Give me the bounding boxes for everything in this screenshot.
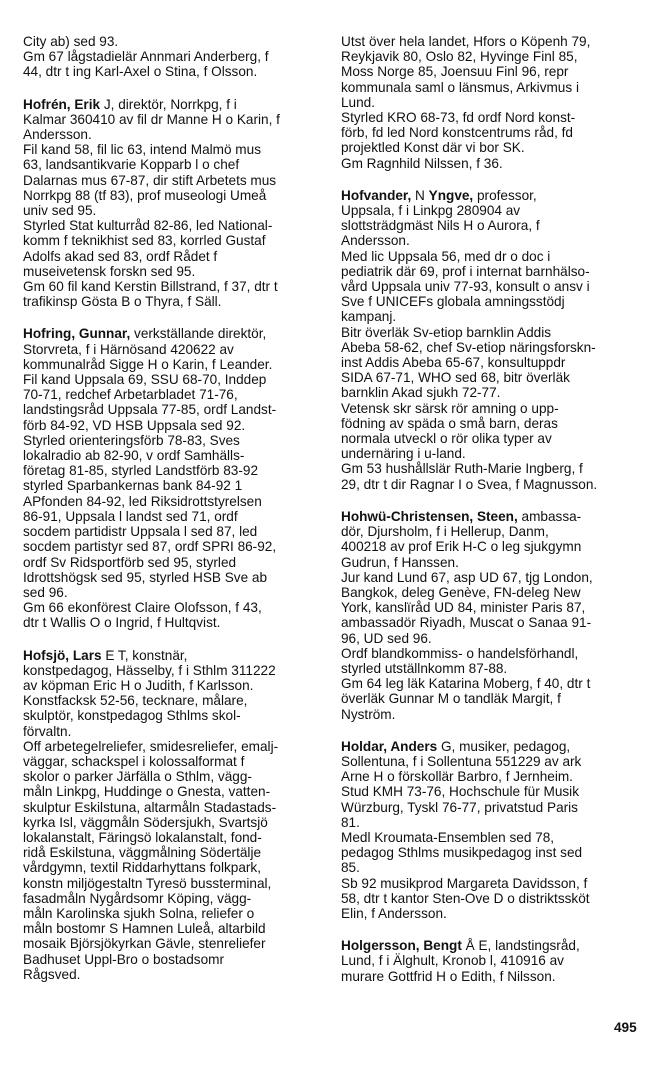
entry-line: 400218 av prof Erik H-C o leg sjukgymn <box>341 539 582 555</box>
entry-line: Fil kand Uppsala 69, SSU 68-70, Inddep <box>23 372 267 388</box>
entry-first-line <box>341 188 641 203</box>
entry-line: Adolfs akad sed 83, ordf Rådet f <box>23 248 218 264</box>
entry-line: 96, UD sed 96. <box>341 630 432 646</box>
entry-line: styrled utställnkomm 87-88. <box>341 660 508 676</box>
entry-line: Fil kand 58, fil lic 63, intend Malmö mus <box>23 142 261 158</box>
right-column <box>341 34 641 1001</box>
entry-line: Uppsala, f i Linkpg 280904 av <box>341 203 521 219</box>
entry-line: Gm 60 fil kand Kerstin Billstrand, f 37, dtr t <box>23 279 278 295</box>
entry-line: Elin, f Andersson. <box>341 905 447 921</box>
entry-line: Medl Kroumata-Ensemblen sed 78, <box>341 829 555 845</box>
entry-line: Dalarnas mus 67-87, dir stift Arbetets mus <box>23 172 277 188</box>
entry-line: Styrled Stat kulturråd 82-86, led National- <box>23 218 273 234</box>
entry-line: överläk Gunnar M o tandläk Margit, f <box>341 691 561 707</box>
entry-line: projektled Konst där vi bor SK. <box>341 140 525 156</box>
entry-first-rest: verkställande direktör, <box>130 326 267 342</box>
entry-line: Gm Ragnhild Nilssen, f 36. <box>341 155 503 171</box>
entry-hohwu-christensen <box>341 509 641 722</box>
entry-line: 29, dtr t dir Ragnar I o Svea, f Magnusson. <box>341 476 598 492</box>
entry-line: Andersson. <box>23 127 92 143</box>
entry-line: Styrled KRO 68-73, fd ordf Nord konst- <box>341 110 576 126</box>
entry-line: Idrottshögsk sed 95, styrled HSB Sve ab <box>23 569 268 585</box>
entry-line: undernäring i u-land. <box>341 446 466 462</box>
entry-line: Abeba 58-62, chef Sv-etiop näringsforskn- <box>341 339 596 355</box>
entry-line: Arne H o förskollär Barbro, f Jernheim. <box>341 769 573 785</box>
entry-line: Gm 67 lågstadielär Annmari Anderberg, f <box>23 49 269 65</box>
entry-line: socdem partistyr sed 87, ordf SPRI 86-92, <box>23 539 277 555</box>
entry-name: Hofrén, Erik <box>23 96 101 112</box>
entry-line: Lund. <box>341 94 376 110</box>
entry-line: Stud KMH 73-76, Hochschule für Musik <box>341 784 579 800</box>
entry-name: Hohwü-Christensen, Steen, <box>341 508 518 524</box>
entry-hofsjo-continued <box>341 34 641 171</box>
entry-line: mosaik Björsjökyrkan Gävle, stenreliefer <box>23 936 266 952</box>
entry-line: Rågsved. <box>23 966 81 982</box>
entry-line: konstn miljögestaltn Tyresö bussterminal, <box>23 875 272 891</box>
entry-line: kommunala saml o länsmus, Arkivmus i <box>341 79 579 95</box>
entry-line: univ sed 95. <box>23 203 97 219</box>
entry-line: Vetensk skr särsk rör amning o upp- <box>341 400 559 416</box>
entry-line: skulptör, konstpedagog Sthlms skol- <box>23 708 241 724</box>
entry-line: Konstfacksk 52-56, tecknare, målare, <box>23 693 248 709</box>
entry-line: ambassadör Riyadh, Muscat o Sanaa 91- <box>341 615 592 631</box>
entry-line: av köpman Eric H o Judith, f Karlsson. <box>23 677 254 693</box>
entry-line: lokalradio ab 82-90, v ordf Samhälls- <box>23 448 245 464</box>
entry-first-rest: J, direktör, Norrkpg, f i <box>100 96 237 112</box>
entry-holdar <box>341 739 641 921</box>
entry-line: kommunalråd Sigge H o Karin, f Leander. <box>23 356 273 372</box>
entry-line: inst Addis Abeba 65-67, konsultuppdr <box>341 355 566 371</box>
entry-hofsjo <box>23 648 323 982</box>
entry-name: Holgersson, Bengt <box>341 938 462 954</box>
page-number: 495 <box>614 1020 637 1035</box>
entry-line: ordf Sv Ridsportförb sed 95, styrled <box>23 554 237 570</box>
entry-line: 63, landsantikvarie Kopparb l o chef <box>23 157 240 173</box>
entry-line: 81. <box>341 814 360 830</box>
entry-first-rest: N <box>411 187 429 203</box>
entry-line: 44, dtr t ing Karl-Axel o Stina, f Olsson. <box>23 64 258 80</box>
entry-line: Sve f UNICEFs globala amningsstödj <box>341 294 565 310</box>
entry-hofvander <box>341 188 641 492</box>
entry-line: barnklin Akad sjukh 72-77. <box>341 385 501 401</box>
entry-hofring <box>23 326 323 630</box>
entry-line: socdem partidistr Uppsala l sed 87, led <box>23 524 258 540</box>
entry-line: Gm 53 hushållslär Ruth-Marie Ingberg, f <box>341 461 583 477</box>
entry-anderberg-continued <box>23 34 323 80</box>
entry-line: dör, Djursholm, f i Hellerup, Danm, <box>341 524 549 540</box>
entry-holgersson <box>341 938 641 984</box>
entry-line: styrled Sparbankernas bank 84-92 1 <box>23 478 243 494</box>
entry-first-line <box>341 938 641 953</box>
entry-line: Jur kand Lund 67, asp UD 67, tjg London, <box>341 569 593 585</box>
entry-name: Hofsjö, Lars <box>23 647 102 663</box>
left-column <box>23 34 323 999</box>
entry-line: Lund, f i Älghult, Kronob l, 410916 av <box>341 953 564 969</box>
entry-line: 70-71, redchef Arbetarbladet 71-76, <box>23 387 238 403</box>
entry-line: normala utveckl o rör olika typer av <box>341 431 552 447</box>
entry-line: Sb 92 musikprod Margareta Davidsson, f <box>341 875 588 891</box>
entry-line: Ordf blandkommiss- o handelsförhandl, <box>341 645 579 661</box>
entry-line: Styrled orienteringsförb 78-83, Sves <box>23 432 240 448</box>
entry-line: landstingsråd Uppsala 77-85, ordf Landst- <box>23 402 277 418</box>
entry-line: Moss Norge 85, Joensuu Finl 96, repr <box>341 64 569 80</box>
entry-line: City ab) sed 93. <box>23 34 119 49</box>
entry-line: 58, dtr t kantor Sten-Ove D o distriktssköt <box>341 890 590 906</box>
entry-line: murare Gottfrid H o Edith, f Nilsson. <box>341 968 556 984</box>
entry-line: APfonden 84-92, led Riksidrottstyrelsen <box>23 493 262 509</box>
entry-line: Bitr överläk Sv-etiop barnklin Addis <box>341 324 552 340</box>
entry-first-rest: G, musiker, pedagog, <box>437 738 571 754</box>
entry-line: Badhuset Uppl-Bro o bostadsomr <box>23 951 224 967</box>
entry-line: pediatrik där 69, prof i internat barnhälso- <box>341 263 590 279</box>
entry-line: SIDA 67-71, WHO sed 68, bitr överläk <box>341 370 570 386</box>
entry-first-rest: ambassa- <box>517 508 582 524</box>
entry-line: 86-91, Uppsala l landst sed 71, ordf <box>23 508 238 524</box>
entry-line: vårdgymn, textil Riddarhyttans folkpark, <box>23 860 261 876</box>
entry-line: sed 96. <box>23 584 68 600</box>
entry-line: förb 84-92, VD HSB Uppsala sed 92. <box>23 417 246 433</box>
entry-line: Storvreta, f i Härnösand 420622 av <box>23 341 234 357</box>
entry-line: Andersson. <box>341 233 410 249</box>
entry-line: Nyström. <box>341 706 396 722</box>
entry-line: födning av späda o små barn, deras <box>341 415 558 431</box>
entry-line: företag 81-85, styrled Landstförb 83-92 <box>23 463 259 479</box>
entry-line: skolor o parker Järfälla o Sthlm, vägg- <box>23 769 252 785</box>
entry-line: väggar, schackspel i kolossalformat f <box>23 753 245 769</box>
entry-line: Würzburg, Tyskl 76-77, privatstud Paris <box>341 799 578 815</box>
entry-first-line <box>23 648 323 663</box>
entry-first-rest: E T, konstnär, <box>101 647 188 663</box>
entry-line: lokalanstalt, Färingsö lokalanstalt, fond- <box>23 829 262 845</box>
entry-line: museivetensk forskn sed 95. <box>23 263 196 279</box>
entry-line: York, kanslïråd UD 84, minister Paris 87, <box>341 600 586 616</box>
entry-name: Holdar, Anders <box>341 738 438 754</box>
entry-line: Gm 66 ekonförest Claire Olofsson, f 43, <box>23 600 262 616</box>
entry-line: konstpedagog, Hässelby, f i Sthlm 311222 <box>23 662 276 678</box>
entry-line: Sollentuna, f i Sollentuna 551229 av ark <box>341 753 582 769</box>
entry-line: komm f teknikhist sed 83, korrled Gustaf <box>23 233 266 249</box>
entry-line: Utst över hela landet, Hfors o Köpenh 79, <box>341 34 591 49</box>
entry-line: 85. <box>341 860 360 876</box>
entry-line: Gm 64 leg läk Katarina Moberg, f 40, dtr t <box>341 676 591 692</box>
entry-line: trafikinsp Gösta B o Thyra, f Säll. <box>23 294 222 310</box>
entry-line: måln Linkpg, Huddinge o Gnesta, vatten- <box>23 784 271 800</box>
entry-line: Bangkok, deleg Genève, FN-deleg New <box>341 584 581 600</box>
entry-line: Gudrun, f Hanssen. <box>341 554 459 570</box>
entry-line: förb, fd led Nord konstcentrums råd, fd <box>341 125 573 141</box>
entry-first-line <box>341 509 641 524</box>
entry-line: ridå Eskilstuna, väggmålning Södertälje <box>23 845 262 861</box>
entry-line: slottsträdgmäst Nils H o Aurora, f <box>341 218 540 234</box>
entry-first-line <box>341 739 641 754</box>
entry-first-rest-2: professor, <box>473 187 537 203</box>
entry-line: förvaltn. <box>23 723 72 739</box>
entry-line: vård Uppsala univ 77-93, konsult o ansv i <box>341 279 590 295</box>
entry-line: fasadmåln Nygårdsomr Köping, vägg- <box>23 890 252 906</box>
entry-line: Med lic Uppsala 56, med dr o doc i <box>341 248 551 264</box>
entry-first-rest: Å E, landstingsråd, <box>461 938 580 954</box>
entry-line: skulptur Eskilstuna, altarmåln Stadastads- <box>23 799 277 815</box>
entry-hofren <box>23 97 323 310</box>
entry-line: pedagog Sthlms musikpedagog inst sed <box>341 845 583 861</box>
entry-name: Hofvander, <box>341 187 412 203</box>
entry-line: Reykjavik 80, Oslo 82, Hyvinge Finl 85, <box>341 49 578 65</box>
entry-first-line <box>23 326 323 341</box>
entry-first-line <box>23 97 323 112</box>
entry-line: dtr t Wallis O o Ingrid, f Hultqvist. <box>23 615 221 631</box>
entry-line: måln bostomr S Hamnen Luleå, altarbild <box>23 921 266 937</box>
entry-line: kyrka Isl, väggmåln Södersjukh, Svartsjö <box>23 814 268 830</box>
entry-line: Off arbetegelreliefer, smidesreliefer, emalj- <box>23 738 279 754</box>
entry-name-given: Yngve, <box>428 187 474 203</box>
entry-line: Kalmar 360410 av fil dr Manne H o Karin, f <box>23 111 280 127</box>
entry-line: kampanj. <box>341 309 397 325</box>
entry-name: Hofring, Gunnar, <box>23 326 131 342</box>
entry-line: måln Karolinska sjukh Solna, reliefer o <box>23 905 255 921</box>
entry-line: Norrkpg 88 (tf 83), prof museologi Umeå <box>23 187 267 203</box>
